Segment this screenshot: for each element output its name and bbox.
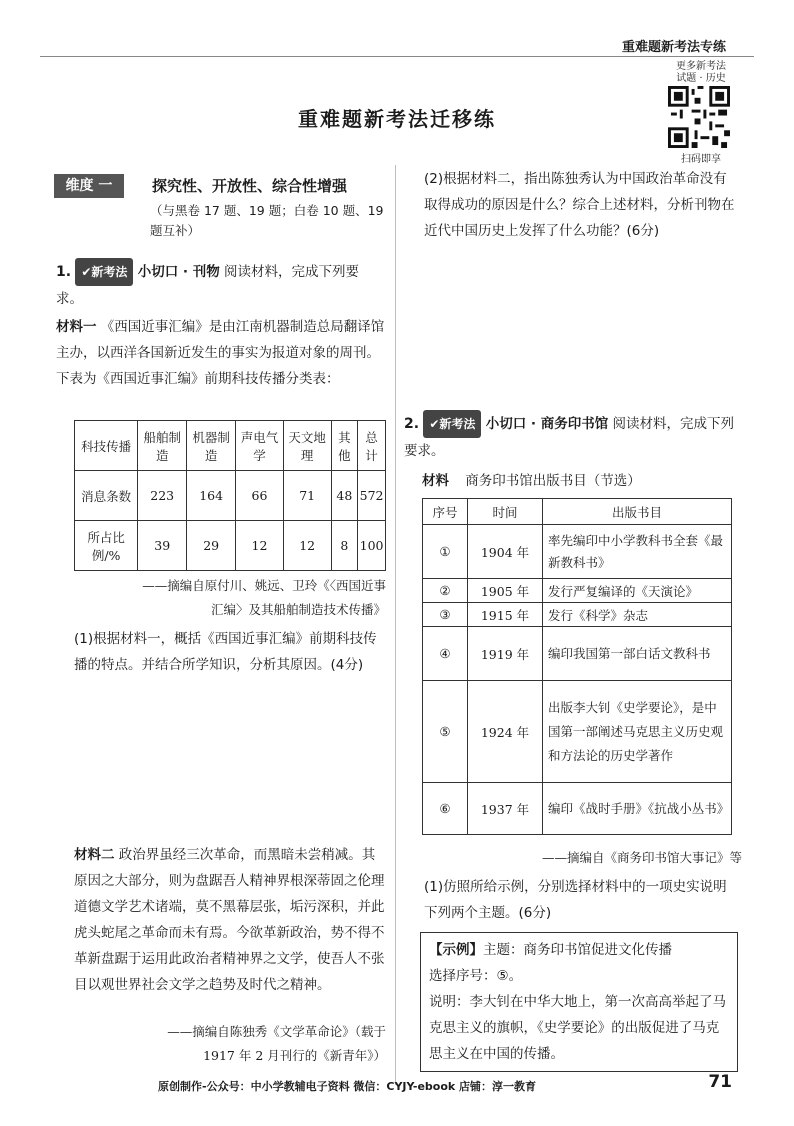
q1-material-2 (74, 842, 386, 998)
q2-material-caption: 商务印书馆出版书目（节选） (465, 473, 641, 489)
q2-table-cell: 率先编印中小学教科书全套《最新教科书》 (543, 525, 732, 579)
page-number: 71 (708, 1072, 732, 1092)
qr-caption-line-2: 试题 · 历史 (676, 73, 726, 84)
q1-table-cell: 71 (283, 471, 331, 521)
q1-table-cell: 572 (358, 471, 386, 521)
dimension-badge: 维度 一 (54, 174, 124, 198)
q2-example-label: 【示例】 (429, 942, 483, 958)
q2-new-method-tag: ✔新考法 (423, 410, 481, 438)
q1-table-cell: 12 (283, 521, 331, 571)
q1-source-2-line-1: ——摘编自陈独秀《文学革命论》（载于 (167, 1024, 386, 1039)
q2-source: ——摘编自《商务印书馆大事记》等 (541, 850, 742, 865)
q2-number: 2. (404, 416, 420, 432)
q1-number: 1. (56, 264, 72, 280)
qr-scan-label: 扫码即享 (681, 154, 721, 165)
q2-table-cell: 1905 年 (468, 579, 543, 603)
q2-table-cell: 出版李大钊《史学要论》，是中国第一部阐述马克思主义历史观和方法论的历史学著作 (543, 681, 732, 783)
q2-table-cell: ⑤ (423, 681, 468, 783)
footer-text: 原创制作-公众号：中小学教辅电子资料 微信：CYJY-ebook 店铺：淳一教育 (158, 1080, 537, 1093)
q1-material1-label: 材料一 (56, 319, 97, 335)
q2-table-cell: 1937 年 (468, 783, 543, 835)
q1-source-2 (74, 1020, 386, 1068)
q1-subquestion-1: (1)根据材料一，概括《西国近事汇编》前期科技传播的特点。并结合所学知识，分析其原因。(4分) (74, 631, 377, 673)
q1-new-method-tag: ✔新考法 (75, 258, 133, 286)
q2-table-header-cell: 时间 (468, 499, 543, 525)
header-rule (40, 56, 754, 57)
q1-table-cell: 66 (236, 471, 284, 521)
q2-table-cell: 发行严复编译的《天演论》 (543, 579, 732, 603)
q2-table-header-cell: 序号 (423, 499, 468, 525)
q2-material-label: 材料 (422, 473, 449, 489)
q1-table-cell: 所占比例/% (75, 521, 138, 571)
q2-table-cell: ① (423, 525, 468, 579)
q2-table-cell: ④ (423, 627, 468, 681)
q2-table-cell: ③ (423, 603, 468, 627)
q2-example-theme: 主题：商务印书馆促进文化传播 (483, 942, 672, 958)
q2-subquestion-1: (1)仿照所给示例，分别选择材料中的一项史实说明下列两个主题。(6分) (424, 879, 727, 921)
q1-table (74, 420, 386, 571)
dimension-title: 探究性、开放性、综合性增强 (152, 177, 348, 195)
question-2 (404, 410, 740, 494)
q1-material2-label: 材料二 (74, 847, 115, 863)
q2-table-cell: ⑥ (423, 783, 468, 835)
q2-example-box (420, 932, 738, 1072)
q2-table-cell: 1924 年 (468, 681, 543, 783)
q1-table-cell: 消息条数 (75, 471, 138, 521)
q1-table-cell: 100 (358, 521, 386, 571)
q1-table-header-cell: 其他 (331, 421, 358, 471)
q2-example-explain: 说明：李大钊在中华大地上，第一次高高举起了马克思主义的旗帜，《史学要论》的出版促进了马克思主义在中国的传播。 (429, 994, 726, 1062)
q2-table-cell: ② (423, 579, 468, 603)
q2-table-cell: 编印《战时手册》《抗战小丛书》 (543, 783, 732, 835)
q1-source-2-line-2: 1917 年 2 月刊行的《新青年》） (203, 1048, 386, 1063)
q2-topic: 小切口 · 商务印书馆 (485, 416, 609, 432)
qr-caption (664, 61, 738, 85)
column-divider (395, 165, 396, 1085)
q2-example-choice: 选择序号：⑤。 (429, 968, 523, 984)
q1-table-cell: 8 (331, 521, 358, 571)
q2-table-cell: 1904 年 (468, 525, 543, 579)
q1-table-header-cell: 天文地理 (283, 421, 331, 471)
page-title: 重难题新考法迁移练 (298, 107, 496, 131)
q1-table-cell: 223 (138, 471, 187, 521)
q1-material1-text: 《西国近事汇编》是由江南机器制造总局翻译馆主办，以西洋各国新近发生的事实为报道对象的周刊。下表为《西国近事汇编》前期科技传播分类表： (56, 319, 385, 387)
q1-table-cell: 12 (236, 521, 284, 571)
q1-table-header-cell: 科技传播 (75, 421, 138, 471)
q2-table-header-cell: 出版书目 (543, 499, 732, 525)
q2-table-cell: 1919 年 (468, 627, 543, 681)
q1-table-cell: 39 (138, 521, 187, 571)
running-title: 重难题新考法专练 (621, 40, 726, 55)
question-1 (56, 258, 386, 392)
q1-source-1 (74, 574, 386, 622)
q1-instruction: 阅读材料，完成下列要求。 (56, 264, 360, 307)
q1-table-cell: 164 (187, 471, 236, 521)
q2-table-cell: 编印我国第一部白话文教科书 (543, 627, 732, 681)
q1-source-1-line-1: ——摘编自原付川、姚远、卫玲《〈西国近事 (142, 578, 386, 593)
q1-table-cell: 48 (331, 471, 358, 521)
q2-table-cell: 发行《科学》杂志 (543, 603, 732, 627)
q2-table-cell: 1915 年 (468, 603, 543, 627)
q1-subquestion-2: (2)根据材料二，指出陈独秀认为中国政治革命没有取得成功的原因是什么？综合上述材料，分析刊物在近代中国历史上发挥了什么功能？(6分) (424, 171, 735, 239)
q1-table-header-cell: 总计 (358, 421, 386, 471)
q1-source-1-line-2: 汇编〉及其船舶制造技术传播》 (210, 602, 386, 617)
q1-table-header-cell: 声电气学 (236, 421, 284, 471)
dimension-note: （与黑卷 17 题、19 题；白卷 10 题、19 题互补） (150, 203, 384, 238)
qr-caption-line-1: 更多新考法 (676, 61, 726, 72)
q1-table-header-cell: 船舶制造 (138, 421, 187, 471)
q1-material2-text: 政治界虽经三次革命，而黑暗未尝稍减。其原因之大部分，则为盘踞吾人精神界根深蒂固之伦理道德文学艺术诸端，莫不黑幕层张，垢污深积，并此虎头蛇尾之革命而未有焉。今欲革新政治，势不得不革新盘踞于运用此政治者精神界之文学，使吾人不张目以观世界社会文学之趋势及时代之精神。 (74, 847, 385, 993)
q2-table (422, 498, 732, 835)
q1-table-header-cell: 机器制造 (187, 421, 236, 471)
q1-table-cell: 29 (187, 521, 236, 571)
q1-topic: 小切口 · 刊物 (137, 264, 220, 280)
q2-instruction: 阅读材料，完成下列要求。 (404, 416, 735, 459)
